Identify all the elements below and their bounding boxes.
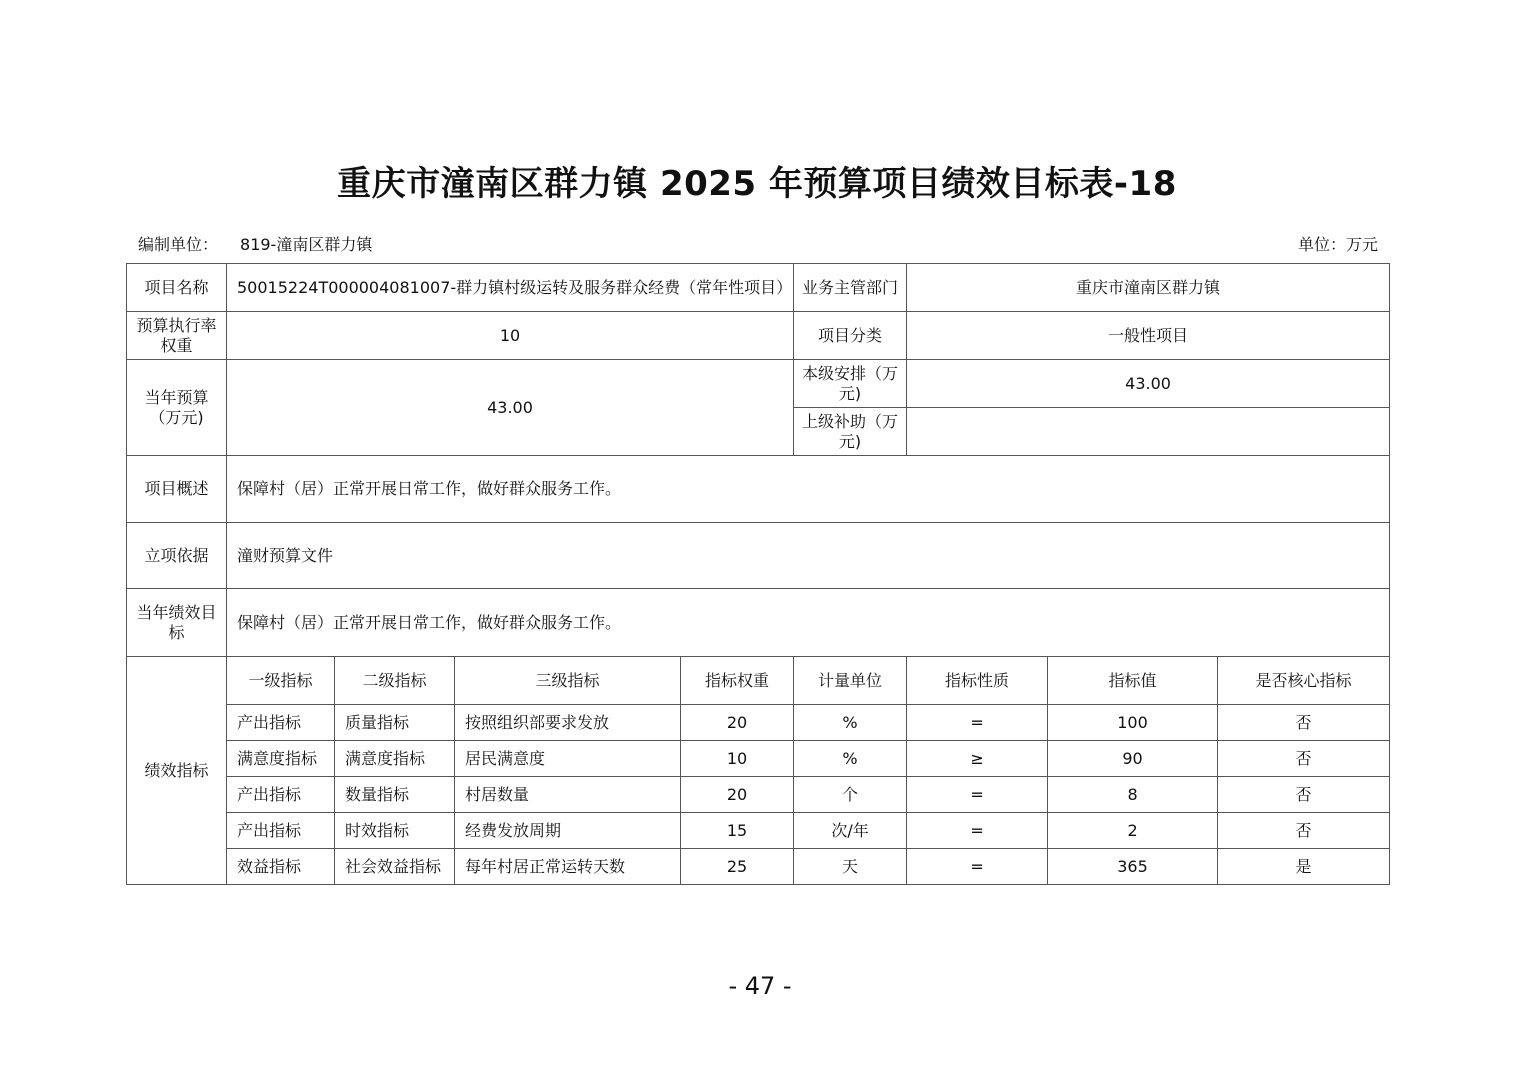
table-row: [127, 849, 1390, 885]
level3-cell: 经费发放周期: [455, 813, 681, 849]
core-cell: 否: [1218, 705, 1390, 741]
weight-label: 预算执行率权重: [127, 312, 227, 360]
currency-unit: 单位：万元: [1297, 235, 1378, 254]
indicator-header-row: [127, 657, 1390, 705]
compiling-unit-label: 编制单位：: [138, 235, 219, 254]
level1-cell: 产出指标: [227, 705, 335, 741]
basis-row: [127, 523, 1390, 589]
performance-table: [126, 263, 1390, 885]
header-nature: 指标性质: [907, 657, 1048, 705]
level2-cell: 满意度指标: [335, 741, 455, 777]
weight-row: [127, 312, 1390, 360]
basis-value: 潼财预算文件: [227, 523, 1390, 589]
header-weight: 指标权重: [681, 657, 794, 705]
local-budget-label: 本级安排（万元): [794, 360, 907, 408]
summary-row: [127, 456, 1390, 523]
category-label: 项目分类: [794, 312, 907, 360]
header-level3: 三级指标: [455, 657, 681, 705]
unit-cell: 天: [794, 849, 907, 885]
unit-cell: %: [794, 705, 907, 741]
level1-cell: 效益指标: [227, 849, 335, 885]
compiling-unit: [138, 232, 372, 255]
indicators-section-label: 绩效指标: [127, 657, 227, 885]
goal-value: 保障村（居）正常开展日常工作，做好群众服务工作。: [227, 589, 1390, 657]
level3-cell: 每年村居正常运转天数: [455, 849, 681, 885]
summary-value: 保障村（居）正常开展日常工作，做好群众服务工作。: [227, 456, 1390, 523]
level1-cell: 产出指标: [227, 813, 335, 849]
page-number: - 47 -: [728, 972, 792, 1000]
level3-cell: 按照组织部要求发放: [455, 705, 681, 741]
level2-cell: 数量指标: [335, 777, 455, 813]
level3-cell: 居民满意度: [455, 741, 681, 777]
local-budget-value: 43.00: [907, 360, 1390, 408]
level1-cell: 产出指标: [227, 777, 335, 813]
value-cell: 365: [1048, 849, 1218, 885]
table-row: [127, 813, 1390, 849]
header-core: 是否核心指标: [1218, 657, 1390, 705]
core-cell: 否: [1218, 741, 1390, 777]
category-value: 一般性项目: [907, 312, 1390, 360]
level3-cell: 村居数量: [455, 777, 681, 813]
header-level1: 一级指标: [227, 657, 335, 705]
weight-cell: 10: [681, 741, 794, 777]
goal-label: 当年绩效目标: [127, 589, 227, 657]
page-title: 重庆市潼南区群力镇 2025 年预算项目绩效目标表-18: [337, 164, 1177, 204]
project-name-row: [127, 264, 1390, 312]
header-level2: 二级指标: [335, 657, 455, 705]
header-value: 指标值: [1048, 657, 1218, 705]
level2-cell: 质量指标: [335, 705, 455, 741]
weight-cell: 20: [681, 705, 794, 741]
budget-label: 当年预算（万元): [127, 360, 227, 456]
upper-subsidy-label: 上级补助（万元): [794, 408, 907, 456]
nature-cell: ≥: [907, 741, 1048, 777]
value-cell: 100: [1048, 705, 1218, 741]
budget-value: 43.00: [227, 360, 794, 456]
nature-cell: =: [907, 705, 1048, 741]
core-cell: 否: [1218, 777, 1390, 813]
basis-label: 立项依据: [127, 523, 227, 589]
project-name-value: 50015224T000004081007-群力镇村级运转及服务群众经费（常年性项目）: [227, 264, 794, 312]
weight-cell: 25: [681, 849, 794, 885]
table-row: [127, 741, 1390, 777]
upper-subsidy-value: [907, 408, 1390, 456]
dept-value: 重庆市潼南区群力镇: [907, 264, 1390, 312]
core-cell: 否: [1218, 813, 1390, 849]
weight-cell: 20: [681, 777, 794, 813]
project-name-label: 项目名称: [127, 264, 227, 312]
goal-row: [127, 589, 1390, 657]
table-row: [127, 777, 1390, 813]
nature-cell: =: [907, 813, 1048, 849]
nature-cell: =: [907, 777, 1048, 813]
compiling-unit-value: 819-潼南区群力镇: [240, 235, 373, 254]
value-cell: 90: [1048, 741, 1218, 777]
dept-label: 业务主管部门: [794, 264, 907, 312]
value-cell: 8: [1048, 777, 1218, 813]
summary-label: 项目概述: [127, 456, 227, 523]
unit-cell: %: [794, 741, 907, 777]
core-cell: 是: [1218, 849, 1390, 885]
unit-cell: 个: [794, 777, 907, 813]
nature-cell: =: [907, 849, 1048, 885]
table-row: [127, 705, 1390, 741]
unit-cell: 次/年: [794, 813, 907, 849]
level1-cell: 满意度指标: [227, 741, 335, 777]
budget-row: [127, 360, 1390, 408]
level2-cell: 社会效益指标: [335, 849, 455, 885]
value-cell: 2: [1048, 813, 1218, 849]
weight-cell: 15: [681, 813, 794, 849]
header-unit: 计量单位: [794, 657, 907, 705]
weight-value: 10: [227, 312, 794, 360]
level2-cell: 时效指标: [335, 813, 455, 849]
